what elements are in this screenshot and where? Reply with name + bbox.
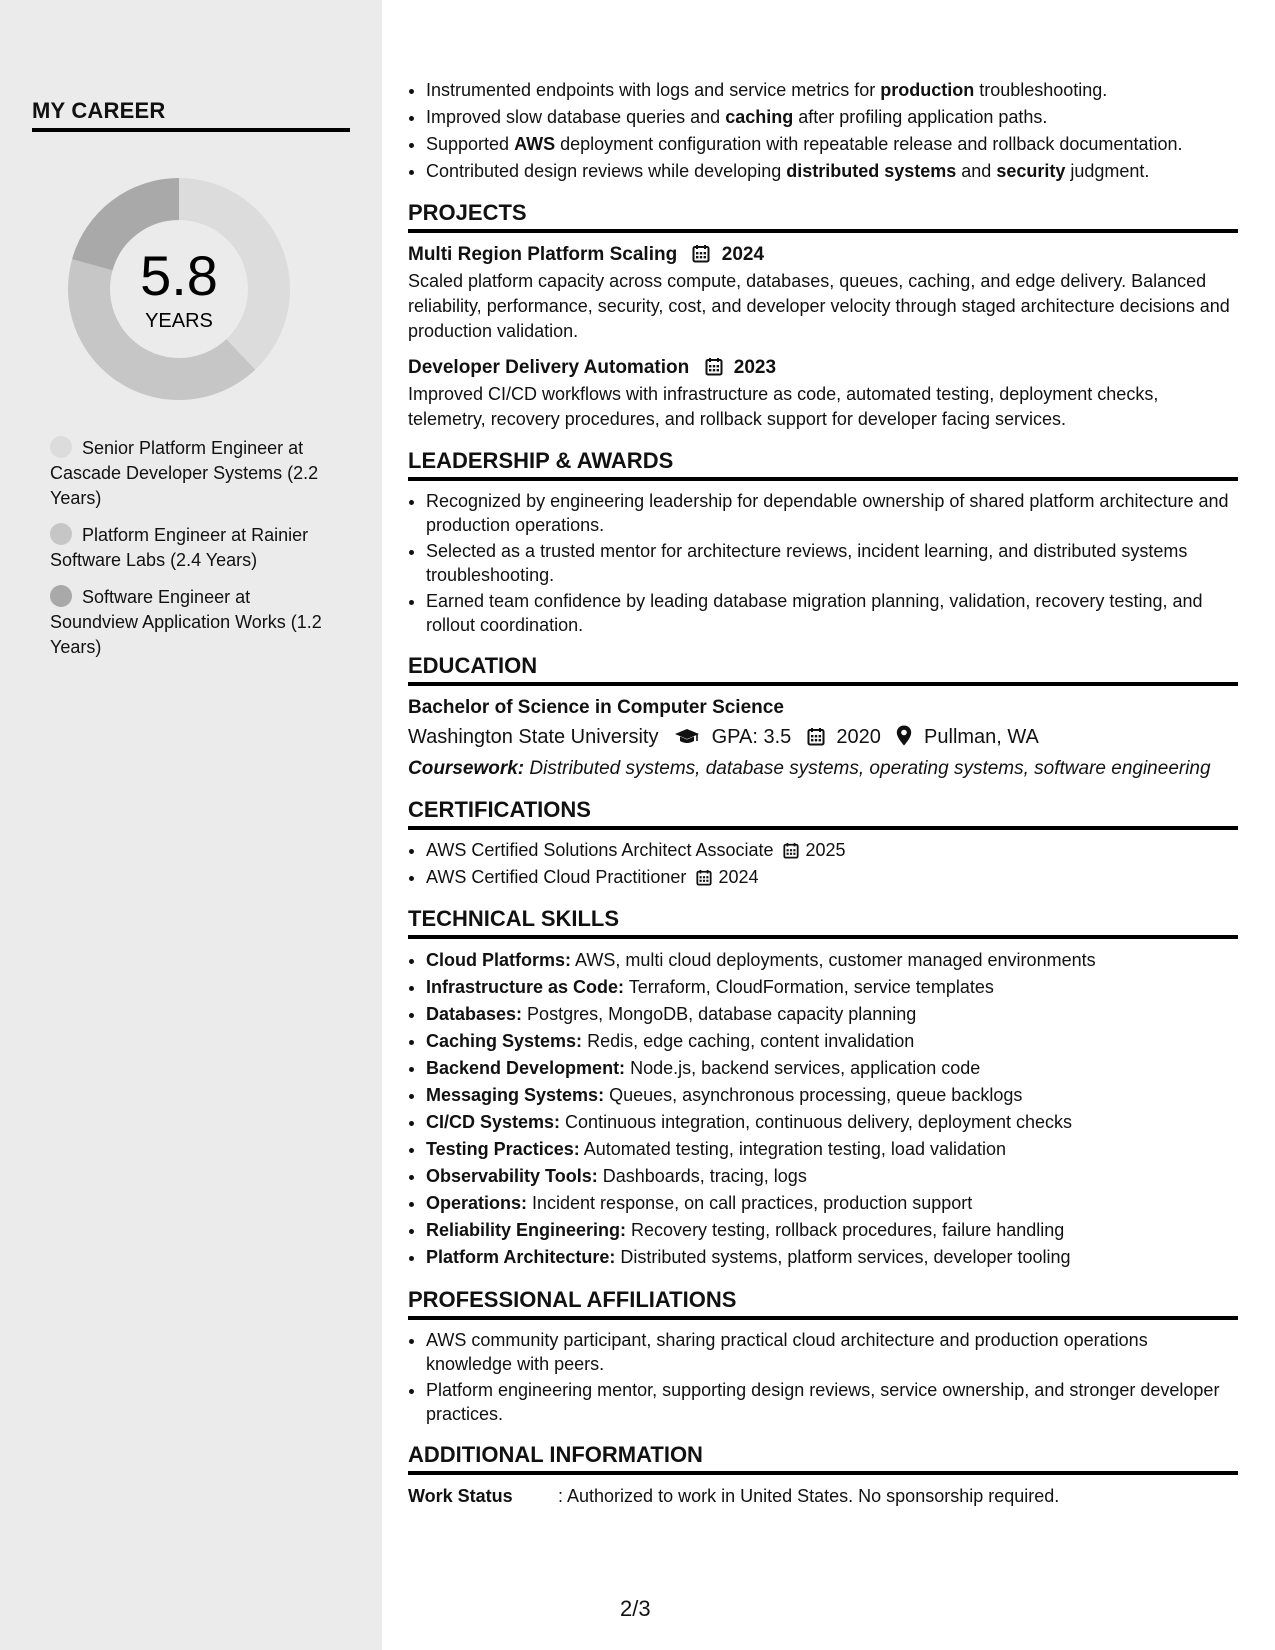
legend-dot — [50, 585, 72, 607]
skill-item: • Databases: Postgres, MongoDB, database capacity planning — [426, 1001, 1238, 1028]
skill-item: • Cloud Platforms: AWS, multi cloud deployments, customer managed environments — [426, 947, 1238, 974]
project-description: Scaled platform capacity across compute, databases, queues, caching, and edge delivery. Balanced reliability, performance, security, cost, and developer velocity through staged architecture decisions and production validation. — [408, 271, 1230, 341]
leadership-item: • Recognized by engineering leadership for dependable ownership of shared platform architecture and production operations. — [426, 489, 1238, 537]
career-total-unit: YEARS — [145, 310, 213, 332]
education-details — [408, 722, 1238, 752]
affiliations-list — [408, 1328, 1238, 1426]
school-location: Pullman, WA — [924, 726, 1039, 748]
legend-dot — [50, 523, 72, 545]
career-title: MY CAREER — [32, 98, 350, 132]
certification-item: • AWS Certified Solutions Architect Associate 2025 — [426, 838, 1238, 863]
legend-label: Senior Platform Engineer at Cascade Developer Systems (2.2 Years) — [50, 438, 319, 508]
leadership-list — [408, 489, 1238, 637]
skill-item: • Testing Practices: Automated testing, integration testing, load validation — [426, 1136, 1238, 1163]
experience-bullet: • Improved slow database queries and caching after profiling application paths. — [426, 105, 1238, 130]
certification-item: • AWS Certified Cloud Practitioner 2024 — [426, 865, 1238, 890]
experience-bullet: • Supported AWS deployment configuration with repeatable release and rollback documentation. — [426, 132, 1238, 157]
legend-item — [50, 523, 340, 573]
skill-item: • Infrastructure as Code: Terraform, CloudFormation, service templates — [426, 974, 1238, 1001]
legend-item — [50, 436, 340, 511]
school-name: Washington State University — [408, 726, 659, 748]
experience-bullet: • Contributed design reviews while developing distributed systems and security judgment. — [426, 159, 1238, 184]
skills-heading: TECHNICAL SKILLS — [408, 906, 1238, 939]
resume-main — [408, 78, 1238, 1509]
skill-item: • Platform Architecture: Distributed systems, platform services, developer tooling — [426, 1244, 1238, 1271]
additional-heading: ADDITIONAL INFORMATION — [408, 1442, 1238, 1475]
skill-item: • CI/CD Systems: Continuous integration, continuous delivery, deployment checks — [426, 1109, 1238, 1136]
project-year: 2023 — [733, 357, 777, 378]
coursework: Coursework: Distributed systems, database systems, operating systems, software engineering — [408, 758, 1211, 779]
affiliations-heading: PROFESSIONAL AFFILIATIONS — [408, 1287, 1238, 1320]
skill-item: • Operations: Incident response, on call practices, production support — [426, 1190, 1238, 1217]
skill-item: • Messaging Systems: Queues, asynchronous processing, queue backlogs — [426, 1082, 1238, 1109]
legend-label: Platform Engineer at Rainier Software Labs (2.4 Years) — [50, 525, 309, 570]
career-sidebar — [0, 0, 382, 1650]
project-description: Improved CI/CD workflows with infrastructure as code, automated testing, deployment checks, telemetry, recovery procedures, and rollback support for developer facing services. — [408, 384, 1159, 429]
degree-title: Bachelor of Science in Computer Science — [408, 697, 784, 718]
project-year: 2024 — [721, 244, 765, 265]
certifications-heading: CERTIFICATIONS — [408, 797, 1238, 830]
project-title: Multi Region Platform Scaling 2024 — [408, 244, 765, 265]
gpa: GPA: 3.5 — [711, 726, 792, 748]
legend-label: Software Engineer at Soundview Application Works (1.2 Years) — [50, 587, 322, 657]
page-number: 2/3 — [620, 1596, 651, 1621]
calendar-icon — [696, 869, 712, 886]
leadership-item: • Earned team confidence by leading database migration planning, validation, recovery testing, and rollout coordination. — [426, 589, 1238, 637]
skill-item: • Caching Systems: Redis, edge caching, content invalidation — [426, 1028, 1238, 1055]
projects-heading: PROJECTS — [408, 200, 1238, 233]
work-status-label: Work Status — [408, 1486, 513, 1506]
calendar-icon — [807, 727, 825, 746]
skill-item: • Backend Development: Node.js, backend services, application code — [426, 1055, 1238, 1082]
project-title: Developer Delivery Automation 2023 — [408, 357, 777, 378]
affiliation-item: • AWS community participant, sharing practical cloud architecture and production operations knowledge with peers. — [426, 1328, 1238, 1376]
legend-item — [50, 585, 340, 660]
calendar-icon — [783, 842, 799, 859]
certifications-list — [408, 838, 1238, 890]
graduation-cap-icon — [674, 728, 700, 746]
skill-item: • Reliability Engineering: Recovery testing, rollback procedures, failure handling — [426, 1217, 1238, 1244]
leadership-heading: LEADERSHIP & AWARDS — [408, 448, 1238, 481]
graduation-year: 2020 — [836, 726, 881, 748]
work-status-value: : Authorized to work in United States. No sponsorship required. — [558, 1486, 1060, 1506]
skills-list — [408, 947, 1238, 1271]
career-total-years: 5.8 — [140, 244, 218, 307]
calendar-icon — [705, 357, 723, 376]
work-status-row — [408, 1483, 1238, 1509]
leadership-item: • Selected as a trusted mentor for architecture reviews, incident learning, and distributed systems troubleshooting. — [426, 539, 1238, 587]
experience-bullet: • Instrumented endpoints with logs and service metrics for production troubleshooting. — [426, 78, 1238, 103]
skill-item: • Observability Tools: Dashboards, tracing, logs — [426, 1163, 1238, 1190]
education-heading: EDUCATION — [408, 653, 1238, 686]
affiliation-item: • Platform engineering mentor, supporting design reviews, service ownership, and stronger developer practices. — [426, 1378, 1238, 1426]
career-legend — [50, 436, 340, 672]
legend-dot — [50, 436, 72, 458]
location-pin-icon — [896, 725, 912, 746]
calendar-icon — [692, 244, 710, 263]
experience-bullets — [408, 78, 1238, 184]
